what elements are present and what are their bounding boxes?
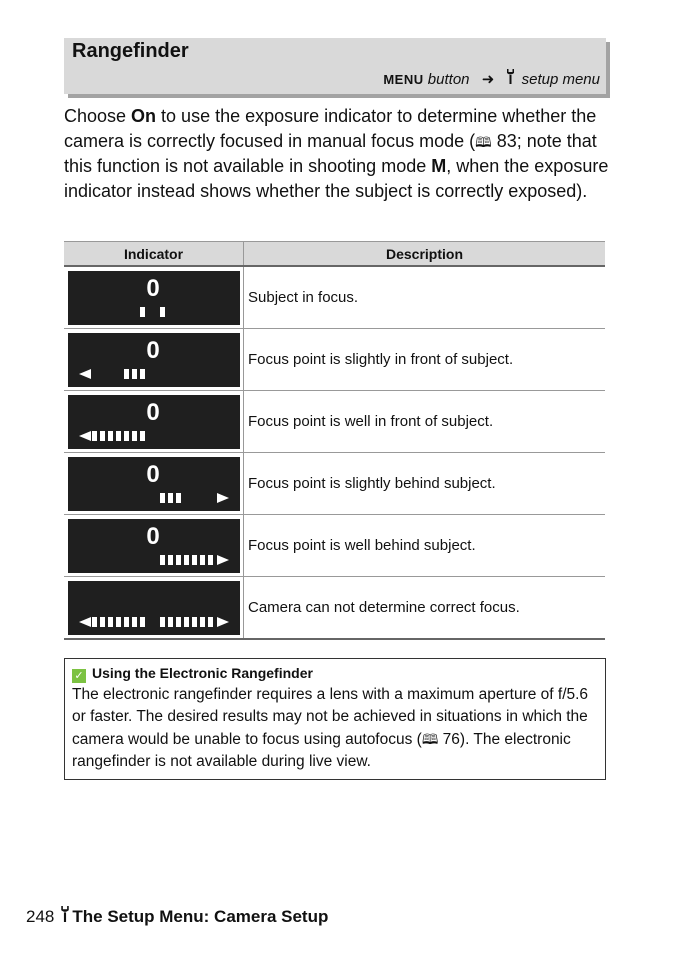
table-row: [64, 329, 605, 391]
table-row: [64, 266, 605, 329]
mode-m: M: [431, 156, 447, 176]
page-ref: 76: [442, 731, 460, 748]
table-row: [64, 515, 605, 577]
lcd-cannot-focus-indicator: [68, 581, 240, 635]
table-row: [64, 391, 605, 453]
row-description: Camera can not determine correct focus.: [244, 577, 606, 640]
note-text: The electronic rangefinder requires a lens with a maximum aperture of f/5.6 or faster. The desired results may not be achieved in situations in which the camera would be unable to focus using autofocus (: [72, 686, 589, 748]
arrow-icon: ➜: [481, 71, 495, 88]
lcd-well-front-indicator: [68, 395, 240, 449]
row-description: Subject in focus.: [244, 266, 606, 329]
option-on: On: [131, 106, 157, 126]
svg-text:0: 0: [146, 398, 160, 426]
row-description: Focus point is slightly behind subject.: [244, 453, 606, 515]
setup-menu-label: setup menu: [521, 71, 600, 88]
intro-text: , when the exposure indicator instead shows whether the subject is correctly exposed).: [64, 156, 609, 201]
table-row: [64, 453, 605, 515]
page-title: Rangefinder: [72, 40, 189, 62]
intro-text: Choose: [64, 106, 132, 126]
table-row: [64, 577, 605, 640]
lcd-slightly-front-indicator: [68, 333, 240, 387]
indicator-table: [64, 241, 605, 640]
button-word: button: [427, 71, 470, 88]
intro-text: ; note that this function is not available in shooting mode: [64, 130, 597, 176]
note-title-text: Using the Electronic Rangefinder: [92, 665, 313, 681]
book-icon: 🕮: [475, 133, 492, 150]
row-description: Focus point is well behind subject.: [244, 515, 606, 577]
lcd-in-focus-indicator: [68, 271, 240, 325]
lcd-slightly-behind-indicator: [68, 457, 240, 511]
check-icon: ✓: [72, 669, 86, 683]
svg-text:0: 0: [146, 336, 160, 364]
menu-path: [383, 69, 600, 88]
note-title: [72, 665, 313, 683]
note-box: [64, 658, 606, 780]
section-header: [64, 38, 606, 94]
footer-title: The Setup Menu: Camera Setup: [72, 907, 329, 926]
row-description: Focus point is well in front of subject.: [244, 391, 606, 453]
note-body: [72, 684, 600, 773]
col-description-header: Description: [244, 242, 606, 267]
page-footer: [26, 906, 328, 927]
col-indicator-header: Indicator: [64, 242, 244, 267]
wrench-icon: [60, 907, 70, 926]
svg-text:0: 0: [146, 522, 160, 550]
menu-key-label: MENU: [383, 72, 424, 87]
page-ref: 83: [496, 130, 517, 151]
note-text: ). The electronic rangefinder is not available during live view.: [72, 731, 571, 770]
wrench-icon: [506, 69, 515, 88]
svg-text:0: 0: [146, 460, 160, 488]
lcd-well-behind-indicator: [68, 519, 240, 573]
intro-text: to use the exposure indicator to determine whether the camera is correctly focused in manual focus mode (: [64, 106, 597, 151]
svg-text:0: 0: [146, 274, 160, 302]
row-description: Focus point is slightly in front of subject.: [244, 329, 606, 391]
intro-paragraph: [64, 104, 609, 203]
lcd-graphic: [68, 271, 240, 325]
book-icon: 🕮: [421, 731, 439, 747]
page-number: 248: [26, 907, 55, 926]
